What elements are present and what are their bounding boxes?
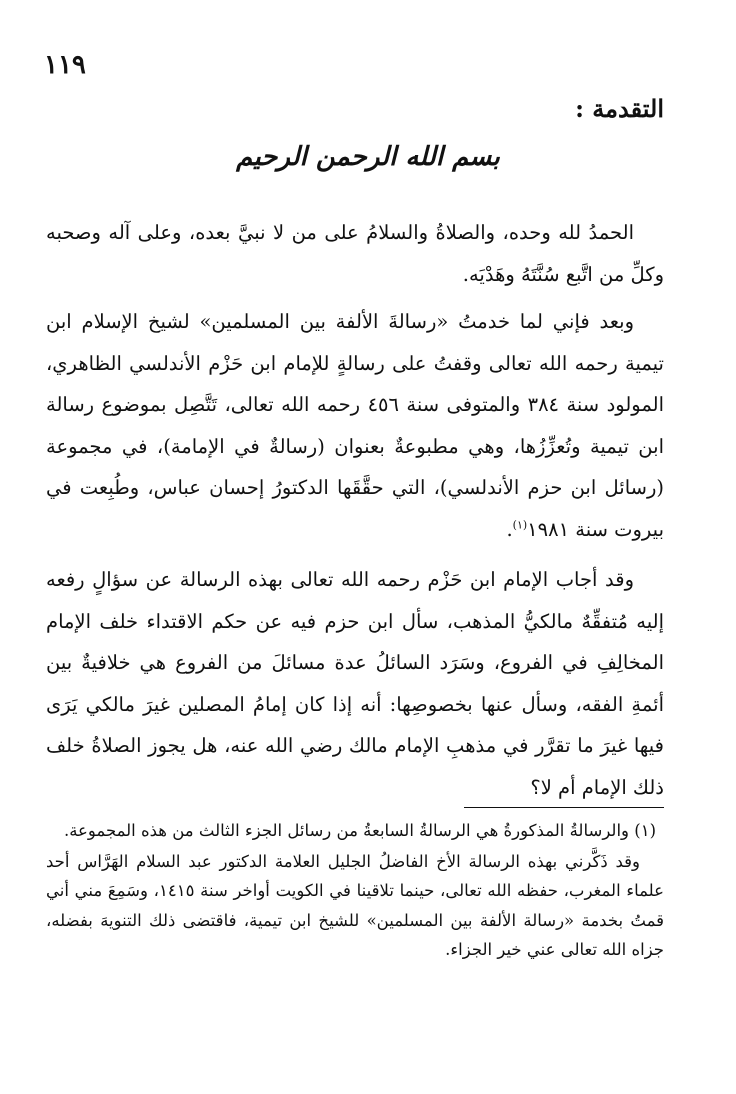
section-title: التقدمة : — [575, 94, 664, 123]
basmala-calligraphy: بسم الله الرحمن الرحيم — [236, 142, 500, 172]
paragraph-introduction-text: وبعد فإني لما خدمتُ «رسالةَ الألفة بين المسلمين» لشيخ الإسلام ابن تيمية رحمه الله تعالى وقفتُ على رسالةٍ للإمام ابن حَزْم الأندلسي الظاهري، المولود سنة ٣٨٤ والمتوفى سنة ٤٥٦ رحمه الله تعالى، تَتَّصِل بموضوع رسالة ابن تيمية وتُعزِّزُها، وهي مطبوعةٌ بعنوان (رسالةٌ في الإمامة)، في مجموعة (رسائل ابن حزم الأندلسي)، التي حقَّقَها الدكتورُ إحسان عباس، وطُبِعت في بيروت سنة ١٩٨١ — [46, 310, 664, 541]
main-text — [46, 212, 664, 817]
footnote-reference[interactable]: (١) — [512, 518, 528, 531]
page-number: ١١٩ — [44, 50, 86, 80]
footnote-1: (١) والرسالةُ المذكورةُ هي الرسالةُ السابعةُ من رسائل الجزء الثالث من هذه المجموعة. — [63, 821, 656, 840]
footnote-note: وقد ذَكَّرني بهذه الرسالة الأخ الفاضلُ الجليل العلامة الدكتور عبد السلام الهَرَّاس أحد علماء المغرب، حفظه الله تعالى، حينما تلاقينا في الكويت أواخر سنة ١٤١٥، وسَمِعَ مني أني قمتُ بخدمة «رسالة الألفة بين المسلمين» للشيخ ابن تيمية، فاقتضى ذلك التنويهَ بفضله، جزاه الله تعالى عني خير الجزاء. — [46, 851, 664, 959]
paragraph-praise: الحمدُ لله وحده، والصلاةُ والسلامُ على من لا نبيَّ بعده، وعلى آله وصحبه وكلِّ من اتَّبع سُنَّتَهُ وهَدْيَه. — [46, 221, 664, 286]
paragraph-introduction — [46, 301, 664, 550]
paragraph-introduction-end: . — [506, 517, 513, 541]
paragraph-question: وقد أجاب الإمام ابن حَزْم رحمه الله تعالى بهذه الرسالة عن سؤالٍ رفعه إليه مُتفقِّهٌ مالكيُّ المذهب، سأل ابن حزم فيه عن حكم الاقتداء خلف الإمام المخالِفِ في الفروع، وسَرَد السائلُ عدة مسائلَ من الفروع هي خلافيةٌ بين أئمةِ الفقه، وسأل عنها بخصوصِها: أنه إذا كان إمامُ المصلين غيرَ مالكي يَرَى فيها غيرَ ما تقرَّر في مذهبِ الإمام مالك رضي الله عنه، هل يجوز الصلاةُ خلف ذلك الإمام أم لا؟ — [46, 568, 664, 799]
footnotes — [46, 816, 664, 965]
footnote-divider — [464, 807, 664, 808]
